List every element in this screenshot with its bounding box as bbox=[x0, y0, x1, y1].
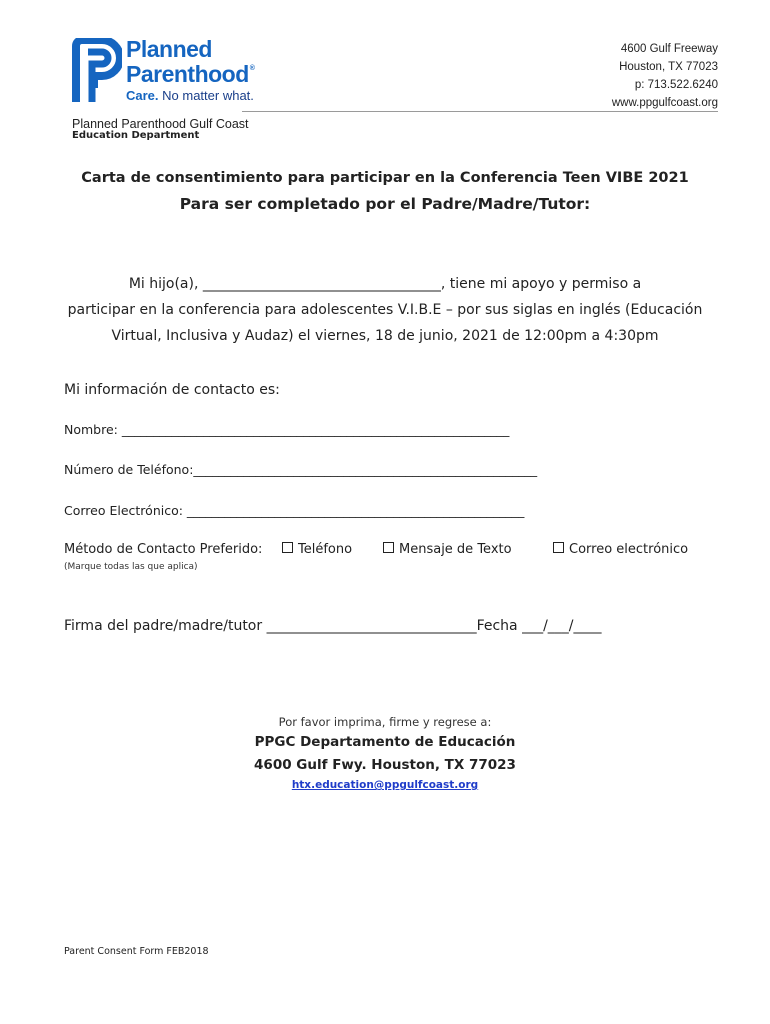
return-note: Por favor imprima, firme y regrese a: bbox=[278, 715, 492, 729]
checkbox-icon[interactable] bbox=[553, 542, 564, 553]
method-note: (Marque todas las que aplica) bbox=[64, 562, 198, 572]
address-street: 4600 Gulf Freeway bbox=[620, 43, 718, 55]
signature-date-line[interactable]: Firma del padre/madre/tutor ______________________________Fecha ___/___/____ bbox=[64, 618, 602, 634]
email-field[interactable]: Correo Electrónico: ______________________________________________________ bbox=[64, 503, 525, 518]
org-name: Planned Parenthood Gulf Coast bbox=[72, 117, 249, 131]
consent-line-1[interactable]: Mi hijo(a), __________________________________, tiene mi apoyo y permiso a bbox=[128, 276, 642, 292]
contact-method-label: Método de Contacto Preferido: bbox=[64, 542, 263, 557]
form-title: Carta de consentimiento para participar en la Conferencia Teen VIBE 2021 bbox=[81, 170, 689, 186]
checkbox-icon[interactable] bbox=[383, 542, 394, 553]
return-email-link[interactable]: htx.education@ppgulfcoast.org bbox=[291, 779, 479, 791]
consent-line-2: participar en la conferencia para adolescentes V.I.B.E – por sus siglas en inglés (Educación bbox=[67, 302, 703, 318]
consent-line-3: Virtual, Inclusiva y Audaz) el viernes, 18 de junio, 2021 de 12:00pm a 4:30pm bbox=[111, 328, 659, 344]
brand-name-line2: Parenthood® bbox=[126, 61, 255, 87]
address-website: www.ppgulfcoast.org bbox=[611, 97, 718, 109]
return-department: PPGC Departamento de Educación bbox=[254, 734, 516, 750]
address-phone: p: 713.522.6240 bbox=[634, 79, 718, 91]
name-field[interactable]: Nombre: ______________________________________________________________ bbox=[64, 422, 510, 437]
planned-parenthood-logo bbox=[72, 36, 282, 108]
brand-tagline: Care. No matter what. bbox=[126, 88, 254, 103]
registered-mark: ® bbox=[249, 65, 255, 72]
return-address: 4600 Gulf Fwy. Houston, TX 77023 bbox=[254, 757, 516, 773]
brand-name-line1: Planned bbox=[126, 36, 212, 62]
contact-heading: Mi información de contacto es: bbox=[64, 382, 280, 398]
form-subtitle: Para ser completado por el Padre/Madre/Tutor: bbox=[179, 195, 591, 213]
footer-form-id: Parent Consent Form FEB2018 bbox=[64, 946, 209, 957]
option-text-message[interactable]: Mensaje de Texto bbox=[383, 542, 512, 557]
option-email[interactable]: Correo electrónico bbox=[553, 542, 688, 557]
phone-field[interactable]: Número de Teléfono:_______________________________________________________ bbox=[64, 462, 538, 477]
header-divider bbox=[242, 111, 718, 112]
checkbox-icon[interactable] bbox=[282, 542, 293, 553]
org-address bbox=[560, 40, 718, 112]
address-city: Houston, TX 77023 bbox=[619, 61, 718, 73]
option-phone[interactable]: Teléfono bbox=[282, 542, 352, 557]
department-name: Education Department bbox=[72, 130, 200, 141]
pp-logo-icon bbox=[72, 38, 122, 104]
